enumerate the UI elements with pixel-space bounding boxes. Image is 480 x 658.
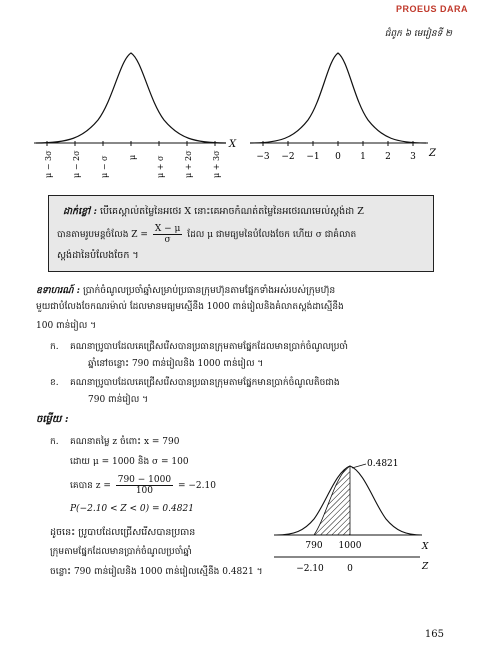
example-line-1: ប្រាក់ចំណូលប្រចាំឆ្នាំសម្រាប់ប្រធានក្រុមហ៊ុនតាមផ្នែកទាំងអស់របស់ក្រុមហ៊ុន [82, 285, 336, 296]
normal-curve-z-figure [248, 40, 438, 170]
answer-line-5: ដូចនេះ ប្រូបាបដែលជ្រើសរើសបានប្រធាន [50, 527, 196, 538]
answer-line-1: គណនាតម្លៃ z ចំពោះ x = 790 [70, 437, 180, 447]
example-line-3: 100 ពាន់រៀល ។ [36, 321, 97, 331]
note-line-3: ស្តង់ដានៃបំលែងចែក ។ [57, 250, 139, 261]
z-tick-label: 0 [335, 152, 341, 162]
question-a-line-1: គណនាប្រូបាបដែលគេជ្រើសរើសបានប្រធានក្រុមតាមផ្នែកដែលមានប្រាក់ចំណូលប្រចាំ [70, 342, 348, 352]
small-z-tick: 0 [347, 564, 353, 574]
z-tick-label: −1 [306, 152, 320, 162]
small-x-tick: 1000 [338, 541, 362, 551]
example-line-2: មួយជាបំលែងចែកណរម៉ាល់ ដែលមានមធ្យមស្មើនឹង 1000 ពាន់រៀលនិងគំលាតស្តង់ដាស្មើនឹង [36, 302, 344, 312]
shaded-region [314, 466, 350, 535]
page-number: 165 [424, 629, 444, 640]
answer-fraction-denominator: 100 [135, 486, 153, 496]
x-tick-label: μ − σ [100, 155, 109, 178]
example-title: ឧទាហរណ៍ : [36, 285, 81, 296]
answer-title: ចម្លើយ : [36, 414, 69, 425]
answer-line-6: ក្រុមតាមផ្នែកដែលមានប្រាក់ចំណូលប្រចាំឆ្នាំ [50, 547, 192, 557]
normal-curve-x-figure [28, 40, 238, 188]
answer-fraction [116, 475, 173, 496]
x-tick-label: μ + 3σ [212, 150, 221, 178]
note-box [48, 195, 434, 272]
z-tick-label: −2 [281, 152, 295, 162]
x-tick-label: μ [128, 154, 137, 160]
bell-curve-x [36, 53, 226, 143]
answer-label: ក. [50, 437, 59, 447]
z-tick-label: −3 [256, 152, 270, 162]
note-fraction [153, 224, 183, 245]
x-tick-label: μ − 3σ [44, 150, 53, 178]
small-z-axis-label: Z [422, 562, 429, 572]
area-label: 0.4821 [367, 459, 399, 469]
z-axis-label: Z [429, 148, 436, 159]
z-tick-label: 2 [385, 152, 391, 162]
shaded-area-figure [270, 455, 430, 575]
brand-watermark: PROEUS DARA [395, 4, 468, 14]
x-tick-label: μ + σ [156, 155, 165, 178]
note-line-2b: ដែល μ ជាមធ្យមនៃបំលែងចែក ហើយ σ ជាគំលាត [187, 230, 357, 240]
note-title: ដាក់ខ្លៅ : [63, 206, 97, 217]
answer-line-3b: = −2.10 [177, 481, 216, 491]
answer-line-4: P(−2.10 < Z < 0) = 0.4821 [70, 504, 194, 514]
note-line-1: បើគេស្គាល់តម្លៃនៃអថេរ X នោះគេអាចកំណត់តម្លៃនៃអថេរណមេល់ស្តង់ដា Z [99, 206, 364, 217]
z-tick-label: 1 [360, 152, 366, 162]
question-a-label: ក. [50, 342, 59, 352]
small-z-tick: −2.10 [296, 564, 324, 574]
fraction-denominator: σ [164, 235, 171, 245]
answer-line-3a: គេបាន z = [70, 481, 111, 491]
note-line-2a: បានតាមរូបមន្តចំលែង Z = [57, 230, 148, 240]
chapter-header: ជំពូក ៦ មេរៀនទី ២ [384, 29, 452, 39]
small-x-axis-label: X [422, 542, 429, 552]
answer-line-7: ចន្លោះ 790 ពាន់រៀលនិង 1000 ពាន់រៀលស្មើនឹង 0.4821 ។ [50, 567, 263, 577]
bell-curve-z [250, 53, 426, 143]
area-label-leader [352, 464, 366, 468]
fraction-numerator: X − μ [154, 224, 181, 234]
question-b-label: ខ. [50, 378, 59, 388]
x-tick-label: μ + 2σ [184, 150, 193, 178]
x-axis-label: X [229, 139, 237, 150]
question-a-line-2: ឆ្នាំនៅចន្លោះ 790 ពាន់រៀលនិង 1000 ពាន់រៀល ។ [88, 359, 264, 369]
answer-line-2: ដោយ μ = 1000 និង σ = 100 [70, 457, 189, 467]
answer-fraction-numerator: 790 − 1000 [117, 475, 172, 485]
small-x-tick: 790 [305, 541, 323, 551]
question-b-line-2: 790 ពាន់រៀល ។ [88, 395, 149, 405]
x-tick-label: μ − 2σ [72, 150, 81, 178]
question-b-line-1: គណនាប្រូបាបដែលគេជ្រើសរើសបានប្រធានក្រុមតាមផ្នែកមានប្រាក់ចំណូលតិចជាង [70, 378, 340, 388]
z-tick-label: 3 [410, 152, 416, 162]
